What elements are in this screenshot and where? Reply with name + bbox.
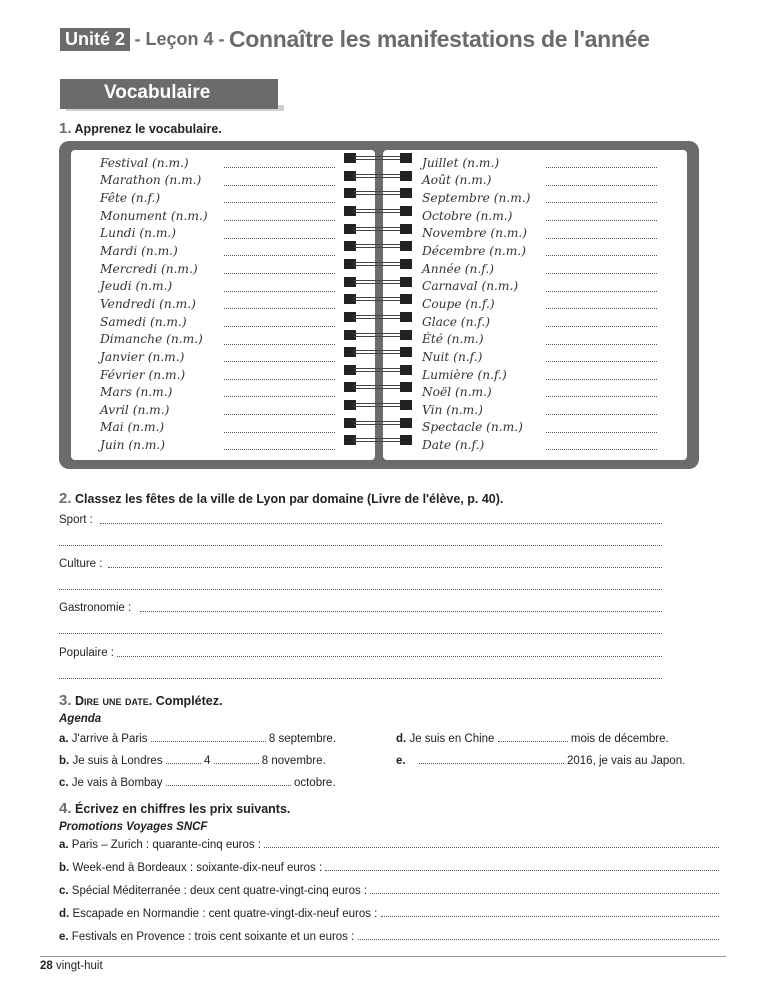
- vocab-entry: [100, 313, 208, 331]
- translation-line-right[interactable]: [546, 308, 657, 309]
- vocab-entry: [422, 295, 530, 313]
- price-item: e. Festivals en Provence : trois cent soixante et un euros :: [59, 931, 719, 943]
- price-answer-line[interactable]: [370, 885, 719, 894]
- vocab-entry: [100, 225, 208, 243]
- translation-line-left[interactable]: [224, 379, 335, 380]
- binder-ring: [344, 224, 412, 234]
- translation-line-left[interactable]: [224, 185, 335, 186]
- vocab-entry: [100, 366, 208, 384]
- vocab-entry: [100, 242, 208, 260]
- translation-line-left[interactable]: [224, 414, 335, 415]
- translation-line-left[interactable]: [224, 344, 335, 345]
- question-1-title: [59, 120, 222, 137]
- translation-line-left[interactable]: [224, 432, 335, 433]
- binder-ring: [344, 418, 412, 428]
- vocab-entry: [100, 419, 208, 437]
- domain-label-culture: Culture :: [59, 558, 103, 570]
- exercise-item-b: b. Je suis à Londres 4 8 novembre.: [59, 755, 326, 767]
- vocab-word: Janvier (n.m.): [100, 349, 185, 364]
- vocab-word: Monument (n.m.): [100, 208, 208, 223]
- vocab-entry: [422, 172, 530, 190]
- blank-b1[interactable]: [166, 755, 201, 764]
- question-number: 4.: [59, 800, 72, 817]
- translation-line-left[interactable]: [224, 220, 335, 221]
- translation-line-right[interactable]: [546, 414, 657, 415]
- binder-ring: [344, 382, 412, 392]
- vocab-word: Octobre (n.m.): [422, 208, 513, 223]
- exercise-item-a: a. J'arrive à Paris 8 septembre.: [59, 733, 337, 745]
- vocab-word: Été (n.m.): [422, 332, 484, 347]
- vocab-word: Lundi (n.m.): [100, 226, 177, 241]
- vocab-word: Samedi (n.m.): [100, 314, 187, 329]
- vocab-entry: [100, 383, 208, 401]
- price-item: b. Week-end à Bordeaux : soixante-dix-neuf euros :: [59, 862, 719, 874]
- page-footer: [40, 960, 103, 972]
- answer-line-populaire-2[interactable]: [59, 678, 662, 679]
- domain-label-sport: Sport :: [59, 514, 93, 526]
- vocab-word: Nuit (n.f.): [422, 349, 483, 364]
- vocab-entry: [422, 207, 530, 225]
- vocab-word: Coupe (n.f.): [422, 296, 495, 311]
- vocab-word: Novembre (n.m.): [422, 226, 528, 241]
- price-answer-line[interactable]: [358, 931, 720, 940]
- vocab-entry: [422, 419, 530, 437]
- agenda-subtitle: Agenda: [59, 713, 102, 725]
- vocab-entry: [422, 401, 530, 419]
- translation-line-right[interactable]: [546, 291, 657, 292]
- vocab-word: Marathon (n.m.): [100, 173, 202, 188]
- vocab-word: Février (n.m.): [100, 367, 186, 382]
- price-answer-line[interactable]: [264, 839, 719, 848]
- exercise-item-d: d. Je suis en Chine mois de décembre.: [396, 733, 669, 745]
- vocab-word: Septembre (n.m.): [422, 191, 531, 206]
- unit-badge: Unité 2: [60, 28, 130, 51]
- vocab-column-right: [422, 154, 530, 454]
- translation-line-right[interactable]: [546, 202, 657, 203]
- vocab-entry: [422, 330, 530, 348]
- translation-line-right[interactable]: [546, 361, 657, 362]
- lesson-label: - Leçon 4 -: [134, 29, 225, 49]
- vocab-entry: [422, 436, 530, 454]
- vocab-entry: [422, 277, 530, 295]
- translation-line-right[interactable]: [546, 396, 657, 397]
- question-number: 3.: [59, 692, 72, 709]
- answer-line-populaire[interactable]: [117, 656, 662, 657]
- answer-line-culture[interactable]: [108, 567, 662, 568]
- vocab-word: Août (n.m.): [422, 173, 492, 188]
- vocab-word: Dimanche (n.m.): [100, 332, 203, 347]
- blank-a[interactable]: [151, 733, 266, 742]
- binder-ring: [344, 171, 412, 181]
- vocab-entry: [100, 348, 208, 366]
- price-answer-line[interactable]: [381, 908, 720, 917]
- vocab-word: Mercredi (n.m.): [100, 261, 198, 276]
- vocab-entry: [100, 207, 208, 225]
- vocab-word: Noël (n.m.): [422, 385, 492, 400]
- vocab-word: Date (n.f.): [422, 438, 485, 453]
- translation-line-left[interactable]: [224, 361, 335, 362]
- question-label: Dire une date.: [75, 694, 153, 708]
- vocab-banner: Vocabulaire: [60, 79, 278, 109]
- vocab-word: Spectacle (n.m.): [422, 420, 523, 435]
- exercise-item-c: c. Je vais à Bombay octobre.: [59, 777, 336, 789]
- vocab-entry: [422, 348, 530, 366]
- vocab-entry: [100, 172, 208, 190]
- translation-line-right[interactable]: [546, 273, 657, 274]
- vocab-entry: [422, 225, 530, 243]
- vocab-word: Fête (n.f.): [100, 191, 161, 206]
- binder-ring: [344, 277, 412, 287]
- translation-line-left[interactable]: [224, 396, 335, 397]
- translation-line-left[interactable]: [224, 291, 335, 292]
- page-number-word: vingt-huit: [56, 960, 103, 972]
- vocab-word: Jeudi (n.m.): [100, 279, 173, 294]
- vocab-word: Lumière (n.f.): [422, 367, 507, 382]
- translation-line-left[interactable]: [224, 308, 335, 309]
- question-3-title: [59, 692, 222, 709]
- question-number: 1.: [59, 120, 72, 137]
- translation-line-right[interactable]: [546, 379, 657, 380]
- vocab-entry: [100, 295, 208, 313]
- question-text: Complétez.: [155, 694, 223, 708]
- vocab-word: Festival (n.m.): [100, 155, 189, 170]
- binder-ring: [344, 312, 412, 322]
- vocab-entry: [422, 189, 530, 207]
- vocab-entry: [422, 242, 530, 260]
- binder-ring: [344, 153, 412, 163]
- translation-line-left[interactable]: [224, 202, 335, 203]
- translation-line-right[interactable]: [546, 449, 657, 450]
- promotions-subtitle: Promotions Voyages SNCF: [59, 821, 208, 833]
- vocab-word: Avril (n.m.): [100, 402, 170, 417]
- translation-line-right[interactable]: [546, 432, 657, 433]
- vocab-word: Année (n.f.): [422, 261, 494, 276]
- vocab-entry: [100, 277, 208, 295]
- answer-line-culture-2[interactable]: [59, 589, 662, 590]
- translation-line-right[interactable]: [546, 344, 657, 345]
- vocab-column-left: [100, 154, 208, 454]
- question-4-title: [59, 800, 290, 817]
- vocab-entry: [100, 189, 208, 207]
- translation-line-right[interactable]: [546, 167, 657, 168]
- price-item: d. Escapade en Normandie : cent quatre-vingt-dix-neuf euros :: [59, 908, 719, 920]
- vocab-word: Vendredi (n.m.): [100, 296, 196, 311]
- vocab-entry: [100, 401, 208, 419]
- binder-ring: [344, 400, 412, 410]
- question-text: Apprenez le vocabulaire.: [74, 122, 222, 136]
- vocab-entry: [100, 330, 208, 348]
- vocab-word: Glace (n.f.): [422, 314, 490, 329]
- vocab-entry: [100, 436, 208, 454]
- vocab-word: Mardi (n.m.): [100, 244, 178, 259]
- binder-ring: [344, 294, 412, 304]
- vocab-entry: [100, 260, 208, 278]
- answer-line-sport[interactable]: [100, 523, 662, 524]
- translation-line-right[interactable]: [546, 220, 657, 221]
- translation-line-right[interactable]: [546, 326, 657, 327]
- translation-line-right[interactable]: [546, 185, 657, 186]
- binder-ring: [344, 435, 412, 445]
- vocab-entry: [422, 313, 530, 331]
- blank-b2[interactable]: [214, 755, 259, 764]
- vocab-entry: [422, 154, 530, 172]
- translation-line-left[interactable]: [224, 449, 335, 450]
- domain-label-gastronomie: Gastronomie :: [59, 602, 132, 614]
- domain-label-populaire: Populaire :: [59, 647, 114, 659]
- answer-line-gastronomie-2[interactable]: [59, 633, 662, 634]
- vocab-word: Carnaval (n.m.): [422, 279, 519, 294]
- vocab-word: Vin (n.m.): [422, 402, 483, 417]
- vocab-word: Décembre (n.m.): [422, 244, 526, 259]
- binder-ring: [344, 188, 412, 198]
- binder-ring: [344, 347, 412, 357]
- exercise-item-e: e. 2016, je vais au Japon.: [396, 755, 686, 767]
- translation-line-left[interactable]: [224, 255, 335, 256]
- vocab-entry: [422, 366, 530, 384]
- vocab-word: Juillet (n.m.): [422, 155, 500, 170]
- translation-line-left[interactable]: [224, 238, 335, 239]
- binder-ring: [344, 206, 412, 216]
- binder-ring: [344, 365, 412, 375]
- question-2-title: [59, 490, 503, 507]
- translation-line-left[interactable]: [224, 167, 335, 168]
- price-item: a. Paris – Zurich : quarante-cinq euros :: [59, 839, 719, 851]
- vocab-entry: [422, 383, 530, 401]
- page-number: 28: [40, 960, 53, 972]
- page-header: [60, 26, 720, 54]
- translation-line-right[interactable]: [546, 255, 657, 256]
- answer-line-gastronomie[interactable]: [140, 611, 662, 612]
- blank-d[interactable]: [498, 733, 568, 742]
- answer-line-sport-2[interactable]: [59, 545, 662, 546]
- vocab-word: Juin (n.m.): [100, 438, 166, 453]
- question-text: Classez les fêtes de la ville de Lyon par domaine (Livre de l'élève, p. 40).: [75, 492, 504, 506]
- price-item: c. Spécial Méditerranée : deux cent quatre-vingt-cinq euros :: [59, 885, 719, 897]
- binder-ring: [344, 259, 412, 269]
- translation-line-right[interactable]: [546, 238, 657, 239]
- price-answer-line[interactable]: [325, 862, 719, 871]
- binder-ring: [344, 241, 412, 251]
- page-title: Connaître les manifestations de l'année: [228, 26, 650, 52]
- footer-rule: [40, 956, 726, 957]
- vocab-entry: [100, 154, 208, 172]
- binder-ring: [344, 330, 412, 340]
- question-text: Écrivez en chiffres les prix suivants.: [75, 802, 291, 816]
- translation-line-left[interactable]: [224, 273, 335, 274]
- blank-e[interactable]: [419, 755, 564, 764]
- vocab-word: Mars (n.m.): [100, 385, 173, 400]
- question-number: 2.: [59, 490, 72, 507]
- vocab-word: Mai (n.m.): [100, 420, 165, 435]
- vocab-entry: [422, 260, 530, 278]
- blank-c[interactable]: [166, 777, 291, 786]
- translation-line-left[interactable]: [224, 326, 335, 327]
